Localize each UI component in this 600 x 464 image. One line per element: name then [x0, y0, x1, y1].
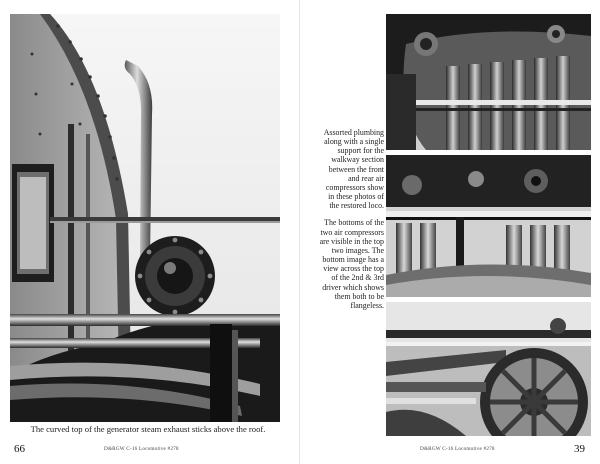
running-title: D&RGW C-16 Locomotive #278 [104, 446, 179, 452]
compressor-photo-middle [386, 155, 591, 297]
running-title: D&RGW C-16 Locomotive #278 [420, 446, 495, 452]
page-number: 39 [574, 443, 585, 455]
driver-wheels-photo [386, 302, 591, 436]
page-number: 66 [14, 443, 25, 455]
right-page [300, 0, 600, 464]
caption-paragraph-1: Assorted plumbing along with a single support for the walkway section between the front and rear air compressors show in these photos of the restored loco. [323, 128, 384, 211]
exhaust-stack-photo [10, 14, 280, 422]
compressor-photo-top [386, 14, 591, 150]
side-caption [318, 128, 384, 318]
caption-paragraph-2: The bottoms of the two air compressors are visible in the top two images. The bottom image has a view across the top of the 2nd & 3rd driver which shows them both to be flangeless. [319, 218, 384, 310]
photo-caption: The curved top of the generator steam exhaust sticks above the roof. [30, 424, 266, 434]
